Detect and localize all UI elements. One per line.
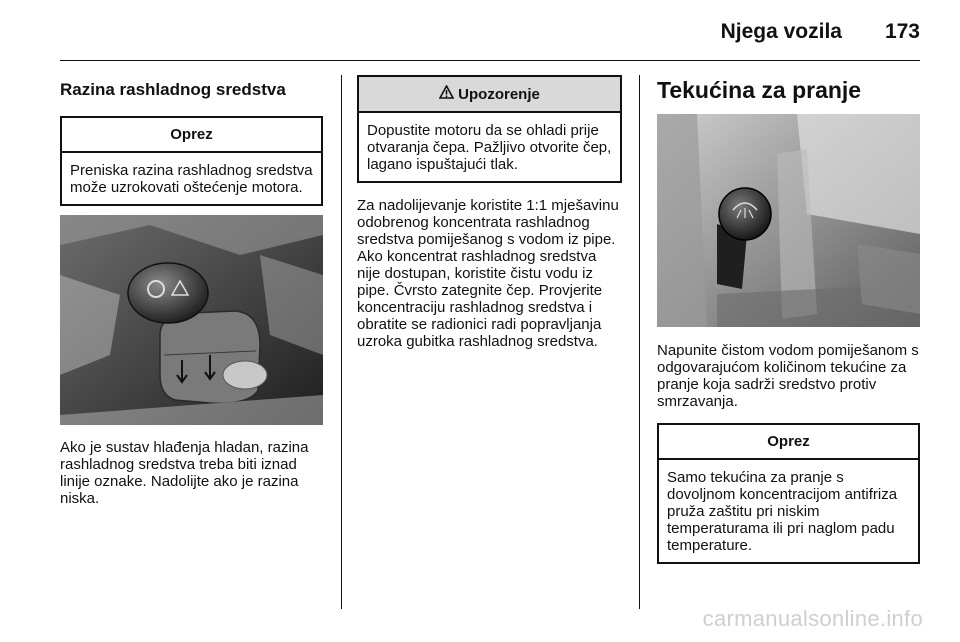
washer-reservoir-illustration — [657, 114, 920, 327]
coolant-heading: Razina rashladnog sredstva — [60, 80, 286, 99]
caution-title: Oprez — [62, 118, 321, 153]
coolant-paragraph: Ako je sustav hlađenja hladan, razina rashladnog sredstva treba biti iznad linije oznake. Nadolijte ako je razina niska. — [60, 439, 309, 507]
coolant-warning-box — [357, 75, 622, 183]
warning-header — [359, 77, 620, 113]
coolant-reservoir-illustration — [60, 215, 323, 425]
caution-text: Preniska razina rashladnog sredstva može uzrokovati oštećenje motora. — [70, 162, 313, 196]
caution-text: Samo tekućina za pranje s dovoljnom koncentracijom antifriza pruža zaštitu pri niskim temperaturama ili pri naglom padu temperature. — [667, 469, 898, 554]
washer-caution-box — [657, 423, 920, 564]
column-coolant — [60, 75, 323, 507]
watermark: carmanualsonline.info — [702, 606, 923, 631]
warning-triangle-icon — [439, 85, 454, 99]
washer-fluid-reservoir-photo — [657, 114, 920, 327]
coolant-reservoir-photo — [60, 215, 323, 425]
column-divider — [341, 75, 342, 609]
warning-title: Upozorenje — [458, 86, 540, 103]
column-coolant-warning — [357, 75, 622, 350]
section-title: Njega vozila — [720, 20, 842, 43]
caution-title: Oprez — [659, 425, 918, 460]
coolant-caution-box — [60, 116, 323, 206]
page-number: 173 — [884, 20, 920, 43]
washer-heading: Tekućina za pranje — [657, 77, 862, 103]
washer-paragraph: Napunite čistom vodom pomiješanom s odgovarajućom količinom tekućine za pranje koja sadrži sredstvo protiv smrzavanja. — [657, 342, 919, 410]
column-washer — [657, 75, 920, 564]
warning-text: Dopustite motoru da se ohladi prije otvaranja čepa. Pažljivo otvorite čep, lagano ispuštajući tlak. — [367, 122, 612, 173]
header-divider — [60, 60, 920, 61]
column-divider — [639, 75, 640, 609]
refill-paragraph: Za nadolijevanje koristite 1:1 mješavinu odobrenog koncentrata rashladnog sredstva pomiješanog s vodom iz pipe. Ako koncentrat rashladnog sredstva nije dostupan, koristite čistu vodu iz pipe. Čvrsto zategnite čep. Provjerite koncentraciju rashladnog sredstva i obratite se radionici radi popravljanja uzroka gubitka rashladnog sredstva. — [357, 197, 619, 350]
